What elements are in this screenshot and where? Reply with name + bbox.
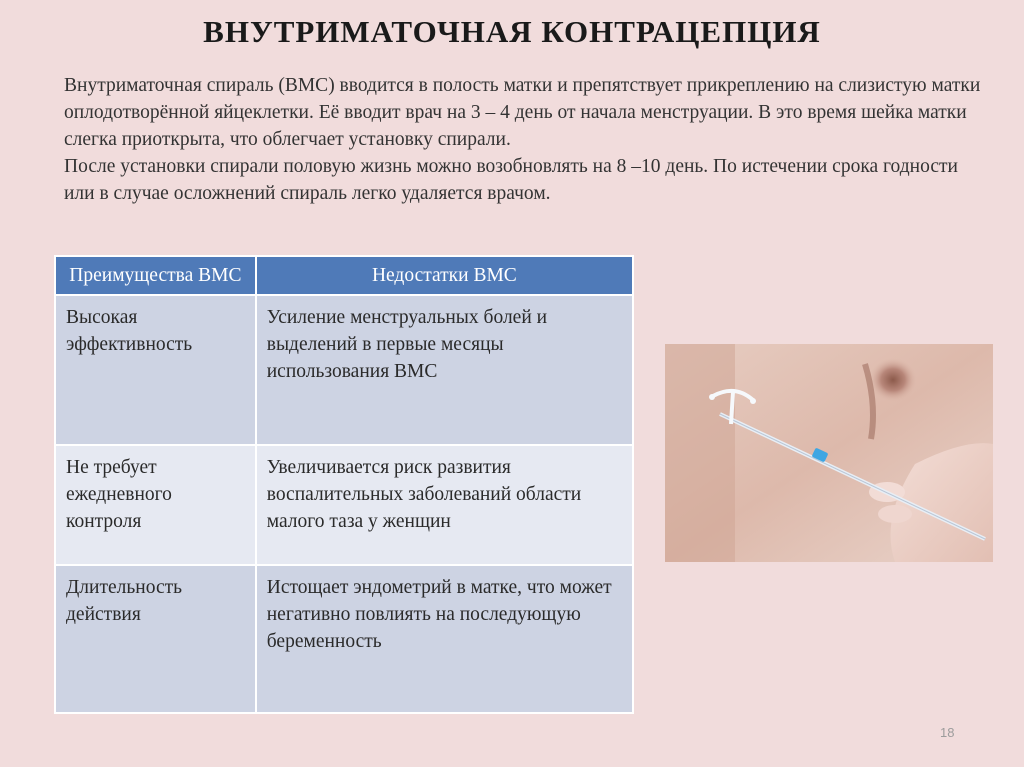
disadvantage-cell: Истощает эндометрий в матке, что может негативно повлиять на последующую беременность bbox=[256, 565, 633, 713]
iud-photo bbox=[665, 344, 993, 562]
disadvantage-cell: Усиление менструальных болей и выделений в первые месяцы использования ВМС bbox=[256, 295, 633, 445]
table-header-row bbox=[55, 256, 633, 295]
slide-title: ВНУТРИМАТОЧНАЯ КОНТРАЦЕПЦИЯ bbox=[203, 14, 821, 49]
intro-paragraph-2: После установки спирали половую жизнь можно возобновлять на 8 –10 день. По истечении срока годности или в случае осложнений спираль легко удаляется врачом. bbox=[64, 156, 958, 204]
intro-paragraph-1: Внутриматочная спираль (ВМС) вводится в полость матки и препятствует прикреплению на слизистую матки оплодотворённой яйцеклетки. Её вводит врач на 3 – 4 день от начала менструации. В это время шейка матки слегка приоткрыта, что облегчает установку спирали. bbox=[64, 75, 981, 150]
comparison-table bbox=[54, 255, 634, 714]
advantage-cell: Не требует ежедневного контроля bbox=[55, 445, 256, 565]
iud-photo-illustration bbox=[665, 344, 993, 562]
table-row bbox=[55, 565, 633, 713]
advantage-cell: Высокая эффективность bbox=[55, 295, 256, 445]
header-advantages: Преимущества ВМС bbox=[55, 256, 256, 295]
advantage-cell: Длительность действия bbox=[55, 565, 256, 713]
disadvantage-cell: Увеличивается риск развития воспалительных заболеваний области малого таза у женщин bbox=[256, 445, 633, 565]
header-disadvantages: Недостатки ВМС bbox=[256, 256, 633, 295]
page-number: 18 bbox=[940, 725, 955, 740]
table-row bbox=[55, 445, 633, 565]
table-row bbox=[55, 295, 633, 445]
intro-text bbox=[64, 72, 984, 207]
